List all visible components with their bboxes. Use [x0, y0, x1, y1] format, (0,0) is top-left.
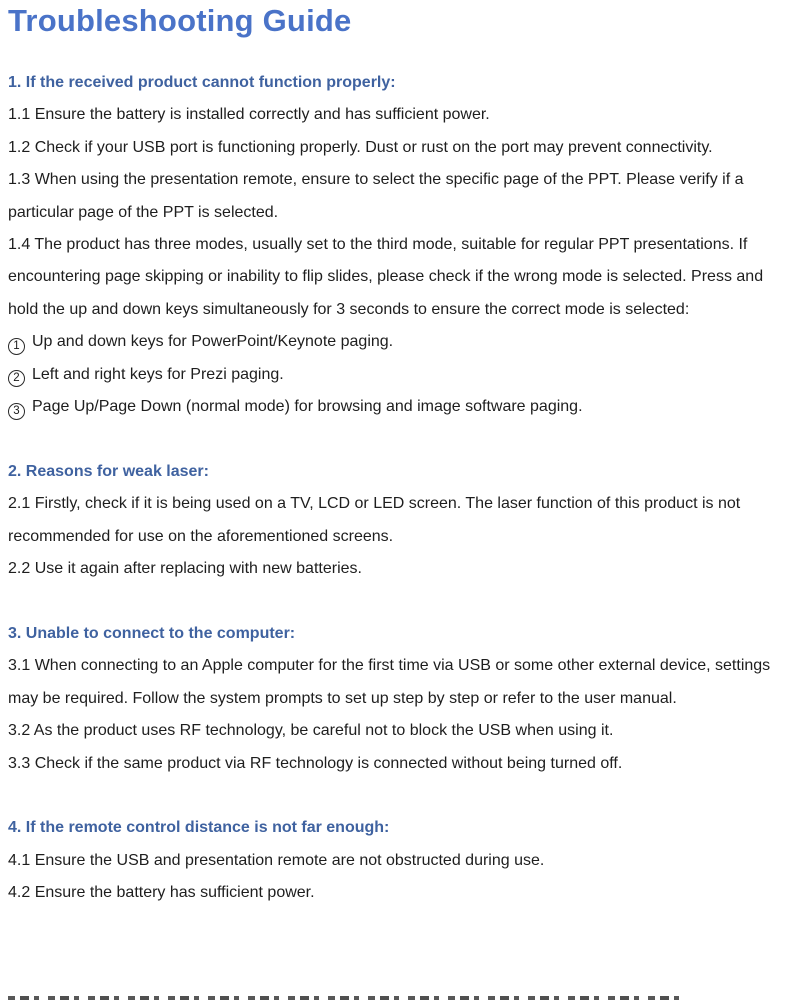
section-heading: 2. Reasons for weak laser:: [8, 462, 209, 480]
section-heading: 3. Unable to connect to the computer:: [8, 624, 296, 642]
paragraph: 3.1 When connecting to an Apple computer for the first time via USB or some other external device, settings may be required. Follow the system prompts to set up step by step or refer to the user manual.: [8, 657, 771, 707]
paragraph: 4.1 Ensure the USB and presentation remote are not obstructed during use.: [8, 851, 545, 869]
paragraph: 3.3 Check if the same product via RF technology is connected without being turned off.: [8, 754, 623, 772]
circled-number-icon: 3: [8, 403, 25, 420]
list-item-text: Page Up/Page Down (normal mode) for browsing and image software paging.: [32, 398, 583, 416]
paragraph: 1.4 The product has three modes, usually set to the third mode, suitable for regular PPT presentations. If encountering page skipping or inability to flip slides, please check if the wrong mode is selected. Press and hold the up and down keys simultaneously for 3 seconds to ensure the correct mode is selected:: [8, 236, 764, 318]
section-1: [8, 67, 792, 423]
circled-number-icon: 1: [8, 338, 25, 355]
list-item-text: Left and right keys for Prezi paging.: [32, 365, 284, 383]
section-heading: 4. If the remote control distance is not far enough:: [8, 819, 390, 837]
section-heading: 1. If the received product cannot function properly:: [8, 74, 396, 91]
numbered-list-item: [8, 359, 792, 391]
section-3: [8, 618, 792, 780]
paragraph: 2.1 Firstly, check if it is being used on a TV, LCD or LED screen. The laser function of this product is not recommended for use on the aforementioned screens.: [8, 495, 741, 545]
section-2: [8, 456, 792, 586]
paragraph: 1.1 Ensure the battery is installed correctly and has sufficient power.: [8, 106, 490, 124]
cropped-text-line: [8, 996, 684, 1000]
numbered-list-item: [8, 391, 792, 423]
paragraph: 4.2 Ensure the battery has sufficient power.: [8, 884, 315, 902]
page-title: Troubleshooting Guide: [8, 3, 352, 38]
paragraph: 1.3 When using the presentation remote, ensure to select the specific page of the PPT. Please verify if a particular page of the PPT is selected.: [8, 171, 744, 221]
paragraph: 1.2 Check if your USB port is functioning properly. Dust or rust on the port may prevent connectivity.: [8, 138, 713, 156]
numbered-list-item: [8, 326, 792, 358]
paragraph: 3.2 As the product uses RF technology, be careful not to block the USB when using it.: [8, 722, 614, 740]
circled-number-icon: 2: [8, 370, 25, 387]
paragraph: 2.2 Use it again after replacing with new batteries.: [8, 560, 362, 578]
list-item-text: Up and down keys for PowerPoint/Keynote paging.: [32, 333, 394, 351]
section-4: [8, 812, 792, 909]
